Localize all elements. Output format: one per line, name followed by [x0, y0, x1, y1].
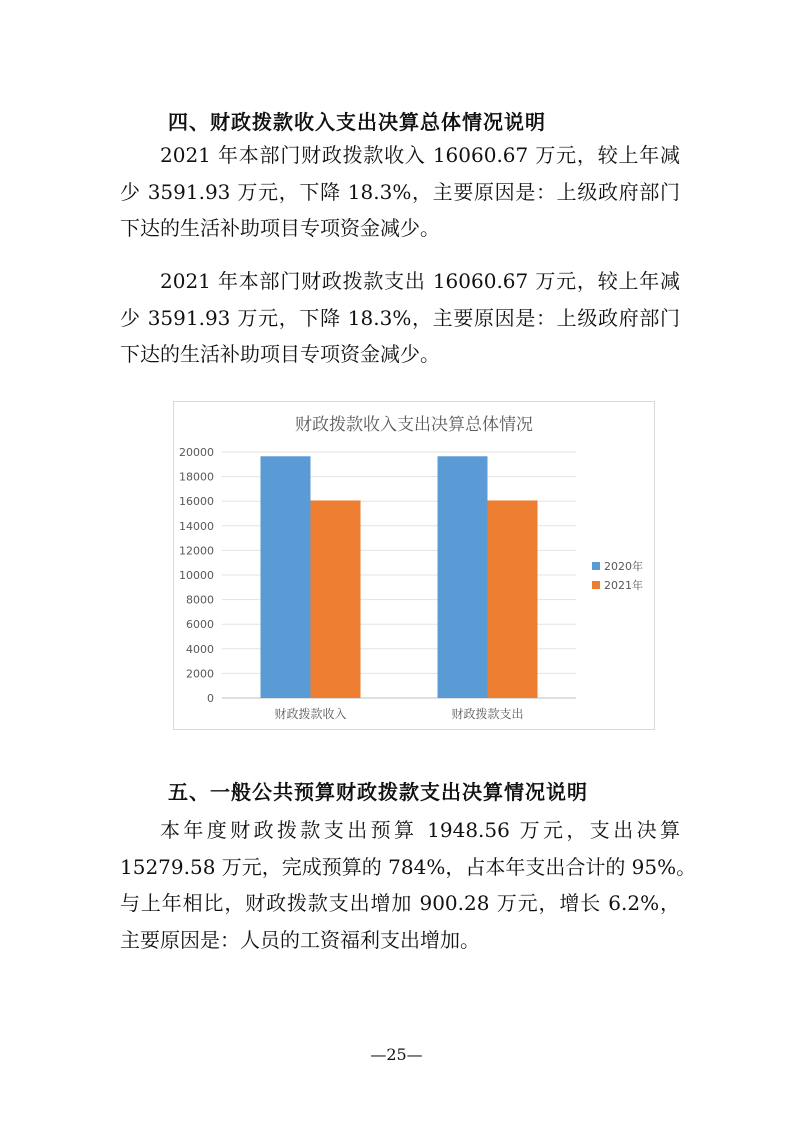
y-tick-label: 16000 — [179, 495, 214, 509]
y-tick-label: 12000 — [179, 544, 214, 558]
y-tick-label: 0 — [207, 692, 214, 705]
y-tick-label: 2000 — [186, 667, 214, 681]
text-line: 主要原因是：人员的工资福利支出增加。 — [120, 927, 480, 952]
section-4-paragraph-expenditure — [120, 263, 680, 373]
legend-swatch — [592, 581, 600, 589]
text-line: 下达的生活补助项目专项资金减少。 — [120, 342, 440, 366]
text-line: 2021 年本部门财政拨款收入 16060.67 万元，较上年减 — [160, 143, 680, 167]
section-5-paragraph — [120, 812, 697, 958]
legend-swatch — [592, 562, 600, 570]
text-line: 与上年相比，财政拨款支出增加 900.28 万元，增长 6.2%， — [120, 891, 680, 915]
y-tick-label: 14000 — [179, 519, 214, 533]
x-category-label: 财政拨款支出 — [451, 707, 524, 721]
legend-label: 2020年 — [604, 560, 643, 573]
chart-legend — [592, 559, 643, 592]
text-line: 少 3591.93 万元，下降 18.3%，主要原因是：上级政府部门 — [120, 305, 680, 330]
chart-bars — [261, 456, 538, 698]
y-tick-label: 20000 — [179, 446, 214, 459]
page-number: —25— — [370, 1045, 423, 1064]
y-tick-label: 6000 — [186, 618, 214, 632]
bar-2021-1 — [488, 500, 538, 698]
x-category-label: 财政拨款收入 — [274, 707, 347, 721]
text-line: 2021 年本部门财政拨款支出 16060.67 万元，较上年减 — [160, 269, 680, 293]
text-line: 下达的生活补助项目专项资金减少。 — [120, 216, 440, 240]
bar-2020-1 — [438, 456, 488, 698]
section-4-heading: 四、财政拨款收入支出决算总体情况说明 — [168, 110, 546, 134]
y-tick-label: 8000 — [186, 593, 214, 607]
bar-chart — [173, 401, 655, 730]
text-line: 15279.58 万元，完成预算的 784%，占本年支出合计的 95%。 — [120, 854, 697, 879]
y-tick-label: 10000 — [179, 569, 214, 582]
y-tick-label: 4000 — [186, 642, 214, 656]
section-5-heading: 五、一般公共预算财政拨款支出决算情况说明 — [168, 780, 588, 804]
y-tick-label: 18000 — [179, 470, 214, 484]
chart-title: 财政拨款收入支出决算总体情况 — [295, 415, 533, 435]
bar-2021-0 — [311, 500, 361, 698]
chart-canvas — [174, 402, 654, 729]
section-4-paragraph-income — [120, 137, 680, 247]
text-line: 本年度财政拨款支出预算 1948.56 万元，支出决算 — [160, 818, 680, 842]
text-line: 少 3591.93 万元，下降 18.3%，主要原因是：上级政府部门 — [120, 179, 680, 204]
legend-label: 2021年 — [604, 579, 643, 592]
bar-2020-0 — [261, 456, 311, 698]
